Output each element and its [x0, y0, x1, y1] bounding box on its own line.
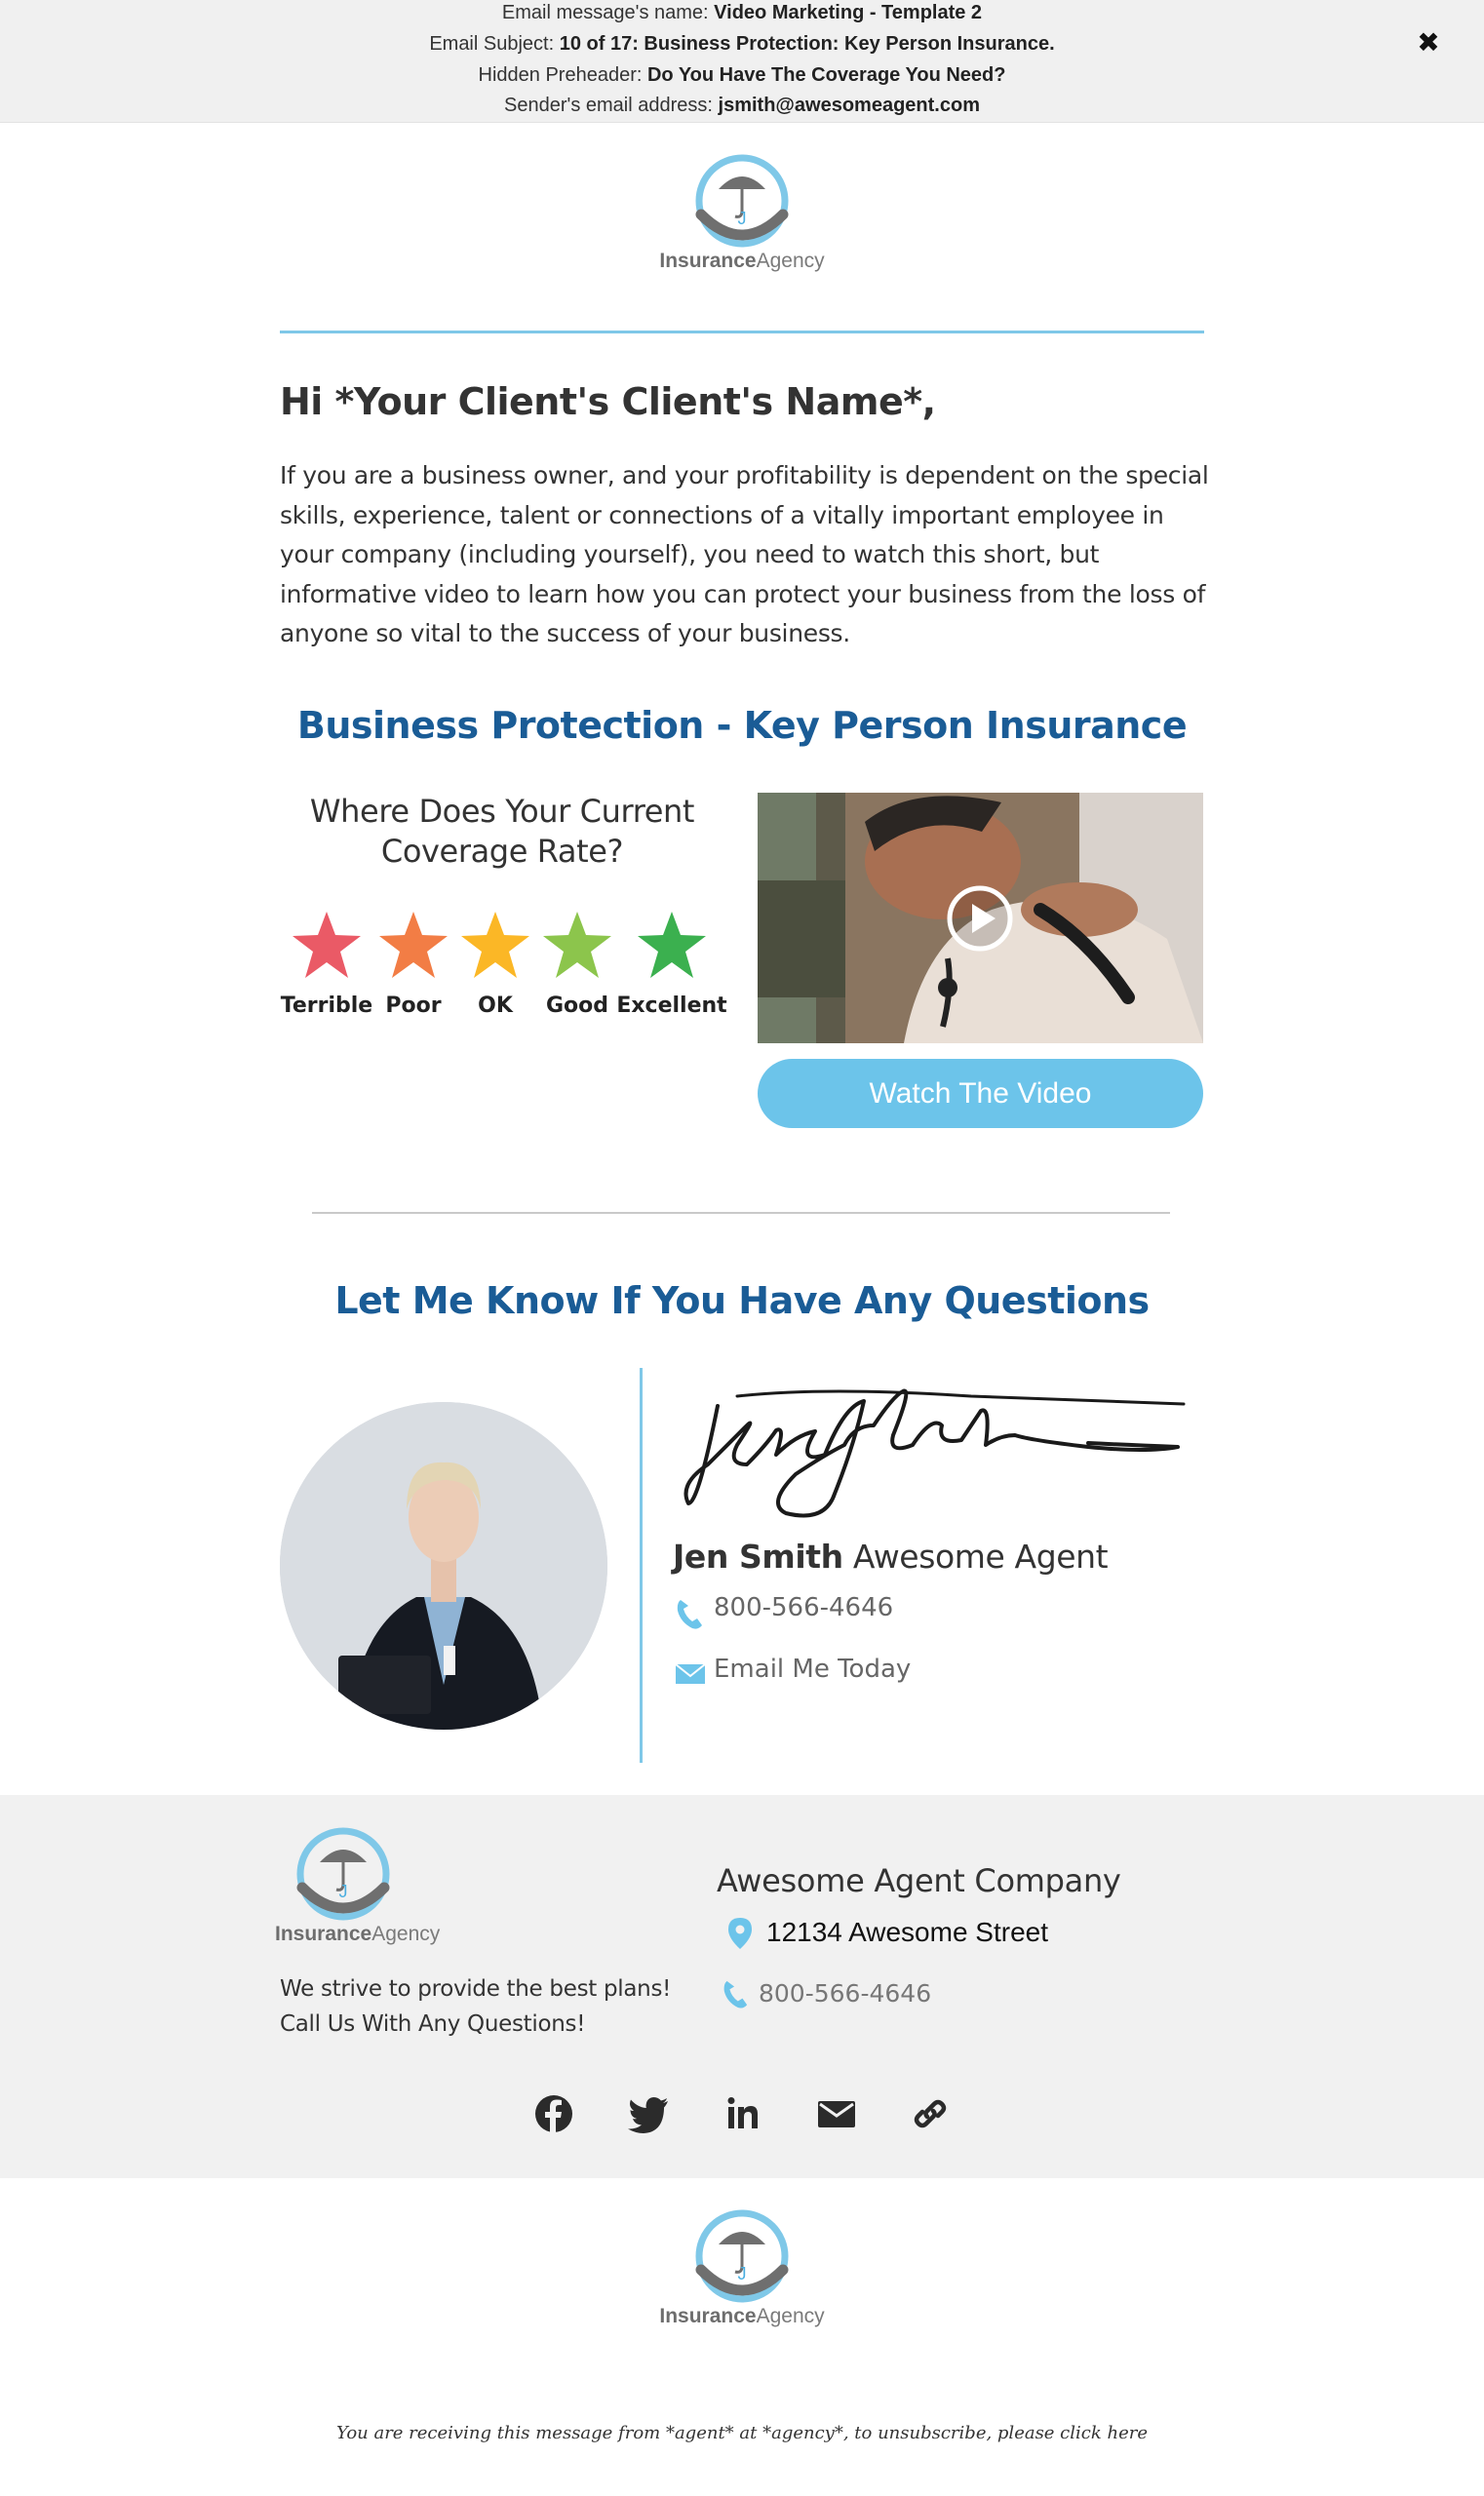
phone-icon [675, 1597, 704, 1630]
email-me-link[interactable]: Email Me Today [714, 1655, 912, 1684]
agent-avatar [280, 1402, 607, 1730]
message-name-value: Video Marketing - Template 2 [714, 2, 983, 23]
logo-wordmark: InsuranceAgency [275, 1923, 441, 1945]
mail-icon[interactable] [815, 2092, 858, 2135]
rating-question: Where Does Your Current Coverage Rate? [309, 793, 695, 870]
agent-photo [280, 1402, 607, 1730]
subject-value: 10 of 17: Business Protection: Key Person Insurance. [559, 33, 1055, 55]
svg-text:J: J [737, 2264, 747, 2283]
facebook-icon[interactable] [532, 2092, 575, 2135]
twitter-icon[interactable] [627, 2092, 670, 2135]
preheader-label: Hidden Preheader: [478, 64, 643, 86]
preheader-value: Do You Have The Coverage You Need? [646, 64, 1006, 86]
play-icon[interactable] [945, 883, 1015, 954]
close-icon[interactable]: ✖ [1417, 26, 1440, 58]
sender-row [0, 94, 1484, 117]
agent-name: Jen Smith Awesome Agent [673, 1538, 1109, 1576]
subject-label: Email Subject: [429, 33, 555, 55]
header-divider [280, 331, 1204, 333]
rating-label-ok[interactable]: OK [478, 994, 513, 1018]
footer-address-text[interactable]: 12134 Awesome Street [766, 1917, 1049, 1947]
rating-label-good[interactable]: Good [545, 994, 609, 1018]
link-icon[interactable] [909, 2092, 952, 2135]
unsubscribe-link[interactable]: You are receiving this message from *agent* at *agency*, to unsubscribe, please click here [336, 2423, 1148, 2443]
star-good-icon[interactable] [541, 910, 613, 982]
bottom-logo[interactable] [654, 2209, 830, 2328]
footer-phone-number[interactable]: 800-566-4646 [759, 1979, 932, 2008]
agent-phone-number[interactable]: 800-566-4646 [714, 1593, 894, 1622]
email-info-bar [0, 0, 1484, 123]
header-logo[interactable] [654, 154, 830, 273]
star-terrible-icon[interactable] [291, 910, 363, 982]
envelope-icon [675, 1662, 706, 1686]
logo-wordmark: InsuranceAgency [659, 2305, 825, 2327]
greeting-heading: Hi *Your Client's Client's Name*, [280, 380, 936, 423]
video-thumbnail[interactable] [758, 793, 1203, 1043]
sender-value: jsmith@awesomeagent.com [718, 95, 980, 116]
umbrella-hand-logo-icon [294, 1827, 392, 1921]
intro-paragraph: If you are a business owner, and your profitability is dependent on the special skills, experience, talent or connections of a vitally important employee in your company (including yourself), you need to watch this short, but informative video to learn how you can protect your business from the loss of anyone so vital to the success of your business. [280, 461, 1209, 647]
rating-label-excellent[interactable]: Excellent [616, 994, 727, 1018]
agent-signature [679, 1367, 1186, 1540]
rating-label-poor[interactable]: Poor [385, 994, 442, 1018]
svg-text:J: J [737, 209, 747, 228]
star-ok-icon[interactable] [459, 910, 531, 982]
logo-wordmark: InsuranceAgency [659, 250, 825, 272]
svg-text:J: J [338, 1882, 348, 1901]
section-divider [312, 1212, 1170, 1214]
subject-row [0, 32, 1484, 56]
watch-video-button[interactable]: Watch The Video [758, 1059, 1203, 1128]
star-excellent-icon[interactable] [636, 910, 708, 982]
message-name-label: Email message's name: [501, 2, 709, 23]
linkedin-icon[interactable] [722, 2092, 764, 2135]
star-poor-icon[interactable] [377, 910, 449, 982]
message-name-row [0, 1, 1484, 24]
map-pin-icon [727, 1917, 753, 1950]
umbrella-hand-logo-icon [693, 154, 791, 248]
sender-label: Sender's email address: [504, 95, 713, 116]
footer-tagline: We strive to provide the best plans! Call Us With Any Questions! [280, 1976, 672, 2037]
contact-section-title: Let Me Know If You Have Any Questions [334, 1279, 1150, 1322]
footer-company-name: Awesome Agent Company [717, 1862, 1121, 1899]
phone-icon [722, 1978, 749, 2009]
rating-label-terrible[interactable]: Terrible [280, 994, 373, 1018]
contact-divider [640, 1368, 643, 1763]
preheader-row [0, 63, 1484, 87]
footer-logo[interactable] [275, 1827, 441, 1946]
video-section-title: Business Protection - Key Person Insurance [296, 704, 1188, 747]
umbrella-hand-logo-icon [693, 2209, 791, 2303]
